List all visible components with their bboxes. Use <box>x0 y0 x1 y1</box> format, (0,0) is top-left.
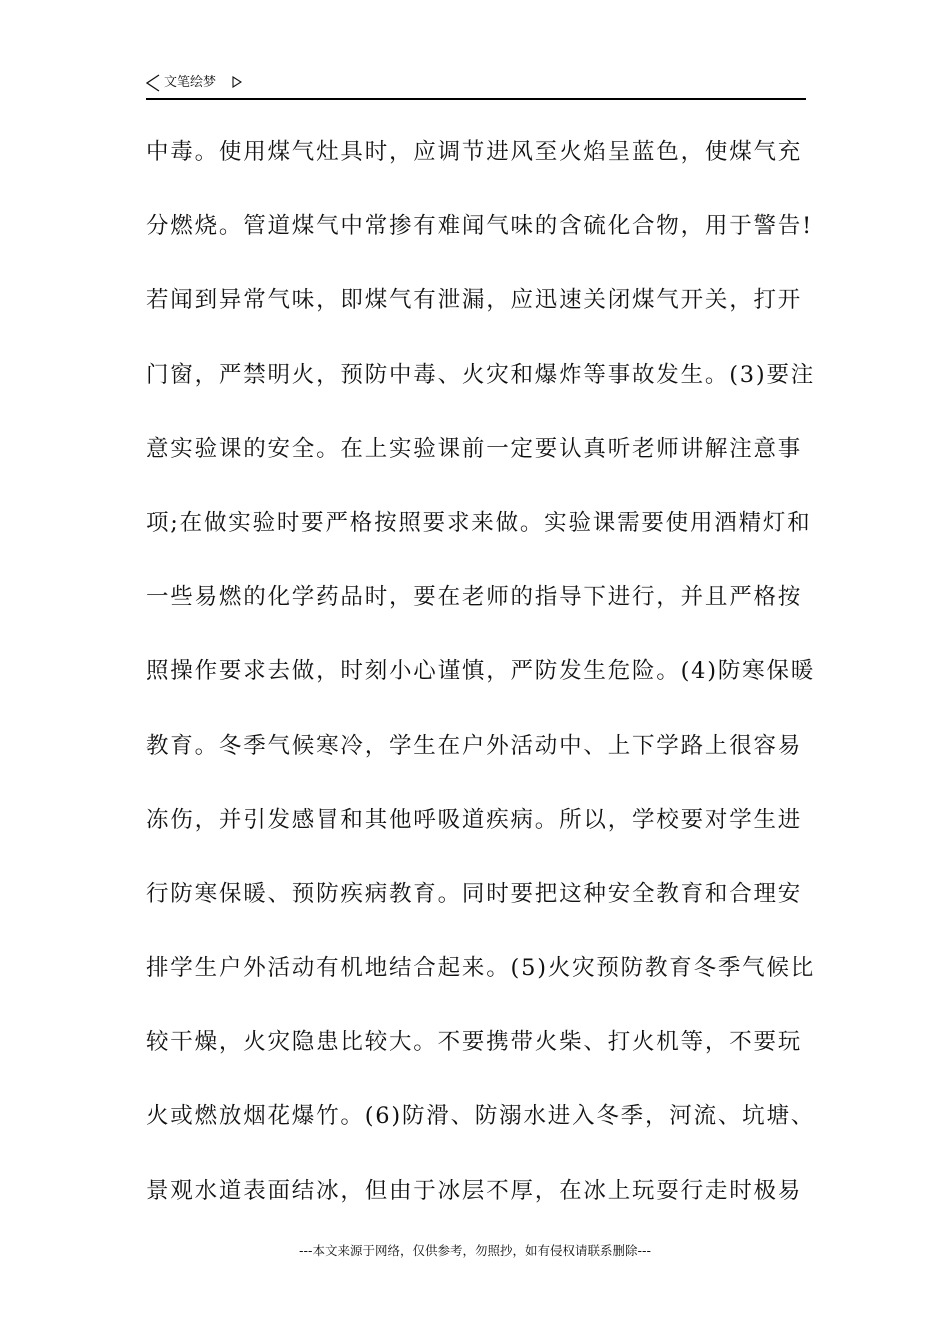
page-header <box>146 72 806 100</box>
text-line: 照操作要求去做，时刻小心谨慎，严防发生危险。(4)防寒保暖 <box>146 658 816 685</box>
right-triangle-icon <box>232 76 242 88</box>
text-line: 排学生户外活动有机地结合起来。(5)火灾预防教育冬季气候比 <box>146 955 816 982</box>
text-line: 分燃烧。管道煤气中常掺有难闻气味的含硫化合物，用于警告! <box>146 213 813 240</box>
text-line: 火或燃放烟花爆竹。(6)防滑、防溺水进入冬季，河流、坑塘、 <box>146 1103 816 1130</box>
left-triangle-icon <box>146 74 160 92</box>
text-line: 一些易燃的化学药品时，要在老师的指导下进行，并且严格按 <box>146 584 803 611</box>
text-line: 意实验课的安全。在上实验课前一定要认真听老师讲解注意事 <box>146 435 803 462</box>
text-line: 中毒。使用煤气灶具时，应调节进风至火焰呈蓝色，使煤气充 <box>146 139 803 165</box>
text-line: 景观水道表面结冰，但由于冰层不厚，在冰上玩耍行走时极易 <box>146 1177 803 1204</box>
header-title: 文笔绘梦 <box>164 75 217 90</box>
text-line: 项;在做实验时要严格按照要求来做。实验课需要使用酒精灯和 <box>146 509 812 536</box>
text-line: 教育。冬季气候寒冷，学生在户外活动中、上下学路上很容易 <box>146 732 803 759</box>
text-line: 门窗，严禁明火，预防中毒、火灾和爆炸等事故发生。(3)要注 <box>146 361 816 388</box>
text-line: 较干燥，火灾隐患比较大。不要携带火柴、打火机等，不要玩 <box>146 1029 803 1056</box>
text-line: 若闻到异常气味，即煤气有泄漏，应迅速关闭煤气开关，打开 <box>146 287 803 314</box>
document-body <box>146 128 816 1241</box>
text-line: 行防寒保暖、预防疾病教育。同时要把这种安全教育和合理安 <box>146 880 803 907</box>
text-line: 冻伤，并引发感冒和其他呼吸道疾病。所以，学校要对学生进 <box>146 806 803 833</box>
page-footer: ---本文来源于网络，仅供参考，勿照抄，如有侵权请联系删除--- <box>298 1243 652 1258</box>
